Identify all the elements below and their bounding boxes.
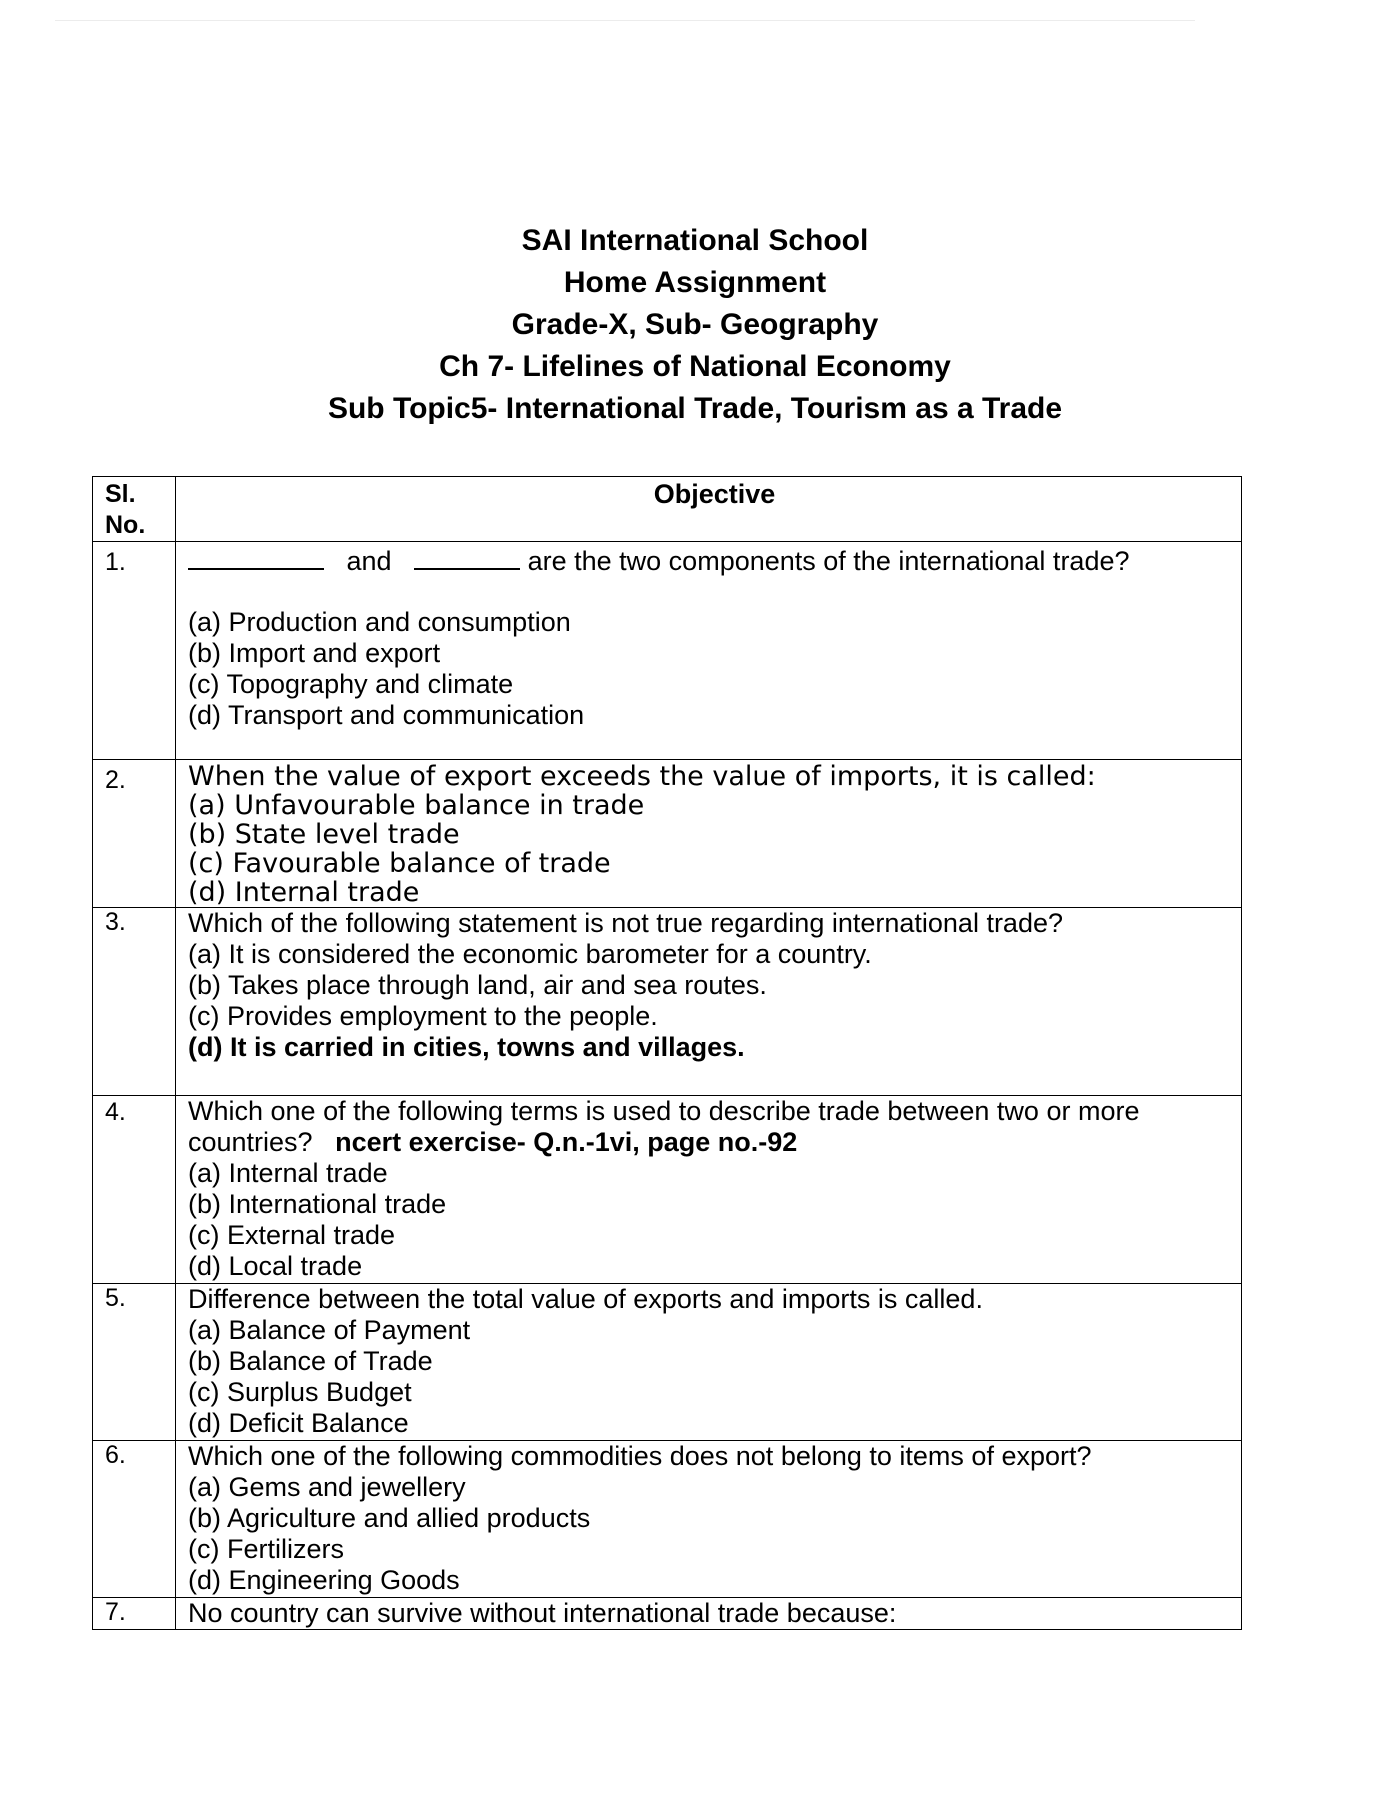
- option: (d) Deficit Balance: [188, 1408, 409, 1438]
- question-text: Difference between the total value of exports and imports is called.: [188, 1284, 983, 1314]
- questions-table: [92, 476, 1242, 1630]
- option: (c) Favourable balance of trade: [188, 848, 611, 879]
- question-text: Which one of the following terms is used to describe trade between two or more: [188, 1096, 1140, 1126]
- no-label: No.: [105, 511, 146, 539]
- question-cell: [176, 1096, 1242, 1284]
- option: (a) Production and consumption: [188, 607, 571, 637]
- question-number: 7.: [93, 1598, 176, 1630]
- question-cell: [176, 908, 1242, 1096]
- question-text: Which one of the following commodities does not belong to items of export?: [188, 1441, 1092, 1471]
- table-row: [93, 1284, 1242, 1441]
- question-cell: [176, 1284, 1242, 1441]
- option: (d) Engineering Goods: [188, 1565, 460, 1595]
- table-header-row: [93, 477, 1242, 542]
- question-cell: [176, 542, 1242, 760]
- question-text: When the value of export exceeds the value of imports, it is called:: [188, 761, 1096, 792]
- correct-option: (d) It is carried in cities, towns and villages.: [188, 1032, 745, 1062]
- question-number: 6.: [93, 1441, 176, 1598]
- option: (c) Provides employment to the people.: [188, 1001, 658, 1031]
- option: (c) Topography and climate: [188, 669, 514, 699]
- grade-subject: Grade-X, Sub- Geography: [511, 308, 879, 341]
- ncert-reference: ncert exercise- Q.n.-1vi, page no.-92: [335, 1127, 798, 1157]
- sl-no-header: [93, 477, 176, 542]
- question-text-continued: countries? ncert exercise- Q.n.-1vi, page no.-92: [188, 1127, 798, 1157]
- option: (b) Import and export: [188, 638, 441, 668]
- option: (a) Gems and jewellery: [188, 1472, 466, 1502]
- question-text: and are the two components of the international trade?: [188, 546, 1241, 577]
- option: (c) Surplus Budget: [188, 1377, 412, 1407]
- answer-blank: [188, 546, 324, 570]
- option: (b) Takes place through land, air and sea routes.: [188, 970, 767, 1000]
- option: (d) Local trade: [188, 1251, 363, 1281]
- chapter-title: Ch 7- Lifelines of National Economy: [439, 350, 951, 383]
- question-number: 2.: [93, 760, 176, 908]
- question-number: 3.: [93, 908, 176, 1096]
- option: (d) Internal trade: [188, 877, 420, 908]
- question-cell: [176, 1441, 1242, 1598]
- question-number: 5.: [93, 1284, 176, 1441]
- table-row: [93, 542, 1242, 760]
- top-rule: [55, 20, 1195, 21]
- document-header: [0, 220, 1390, 430]
- option: (a) Unfavourable balance in trade: [188, 790, 645, 821]
- option: (b) Agriculture and allied products: [188, 1503, 591, 1533]
- objective-header: Objective: [176, 477, 1242, 542]
- option: (b) Balance of Trade: [188, 1346, 433, 1376]
- table-row: [93, 1096, 1242, 1284]
- assignment-title: Home Assignment: [563, 266, 827, 299]
- table-row: [93, 908, 1242, 1096]
- option: (a) Balance of Payment: [188, 1315, 471, 1345]
- subtopic-title: Sub Topic5- International Trade, Tourism as a Trade: [327, 392, 1063, 425]
- option: (c) External trade: [188, 1220, 396, 1250]
- option: (a) It is considered the economic barometer for a country.: [188, 939, 872, 969]
- option: (b) State level trade: [188, 819, 460, 850]
- table-row: [93, 1441, 1242, 1598]
- question-text: Which of the following statement is not true regarding international trade?: [188, 908, 1063, 938]
- sl-label: Sl.: [105, 480, 136, 508]
- school-name: SAI International School: [521, 224, 869, 257]
- option: (a) Internal trade: [188, 1158, 388, 1188]
- question-cell: [176, 760, 1242, 908]
- table-row: [93, 760, 1242, 908]
- option: (c) Fertilizers: [188, 1534, 344, 1564]
- question-text: No country can survive without international trade because:: [188, 1598, 897, 1628]
- question-cell: [176, 1598, 1242, 1630]
- question-number: 4.: [93, 1096, 176, 1284]
- question-number: 1.: [93, 542, 176, 760]
- option: (b) International trade: [188, 1189, 447, 1219]
- option: (d) Transport and communication: [188, 700, 585, 730]
- table-row: [93, 1598, 1242, 1630]
- answer-blank: [414, 546, 520, 570]
